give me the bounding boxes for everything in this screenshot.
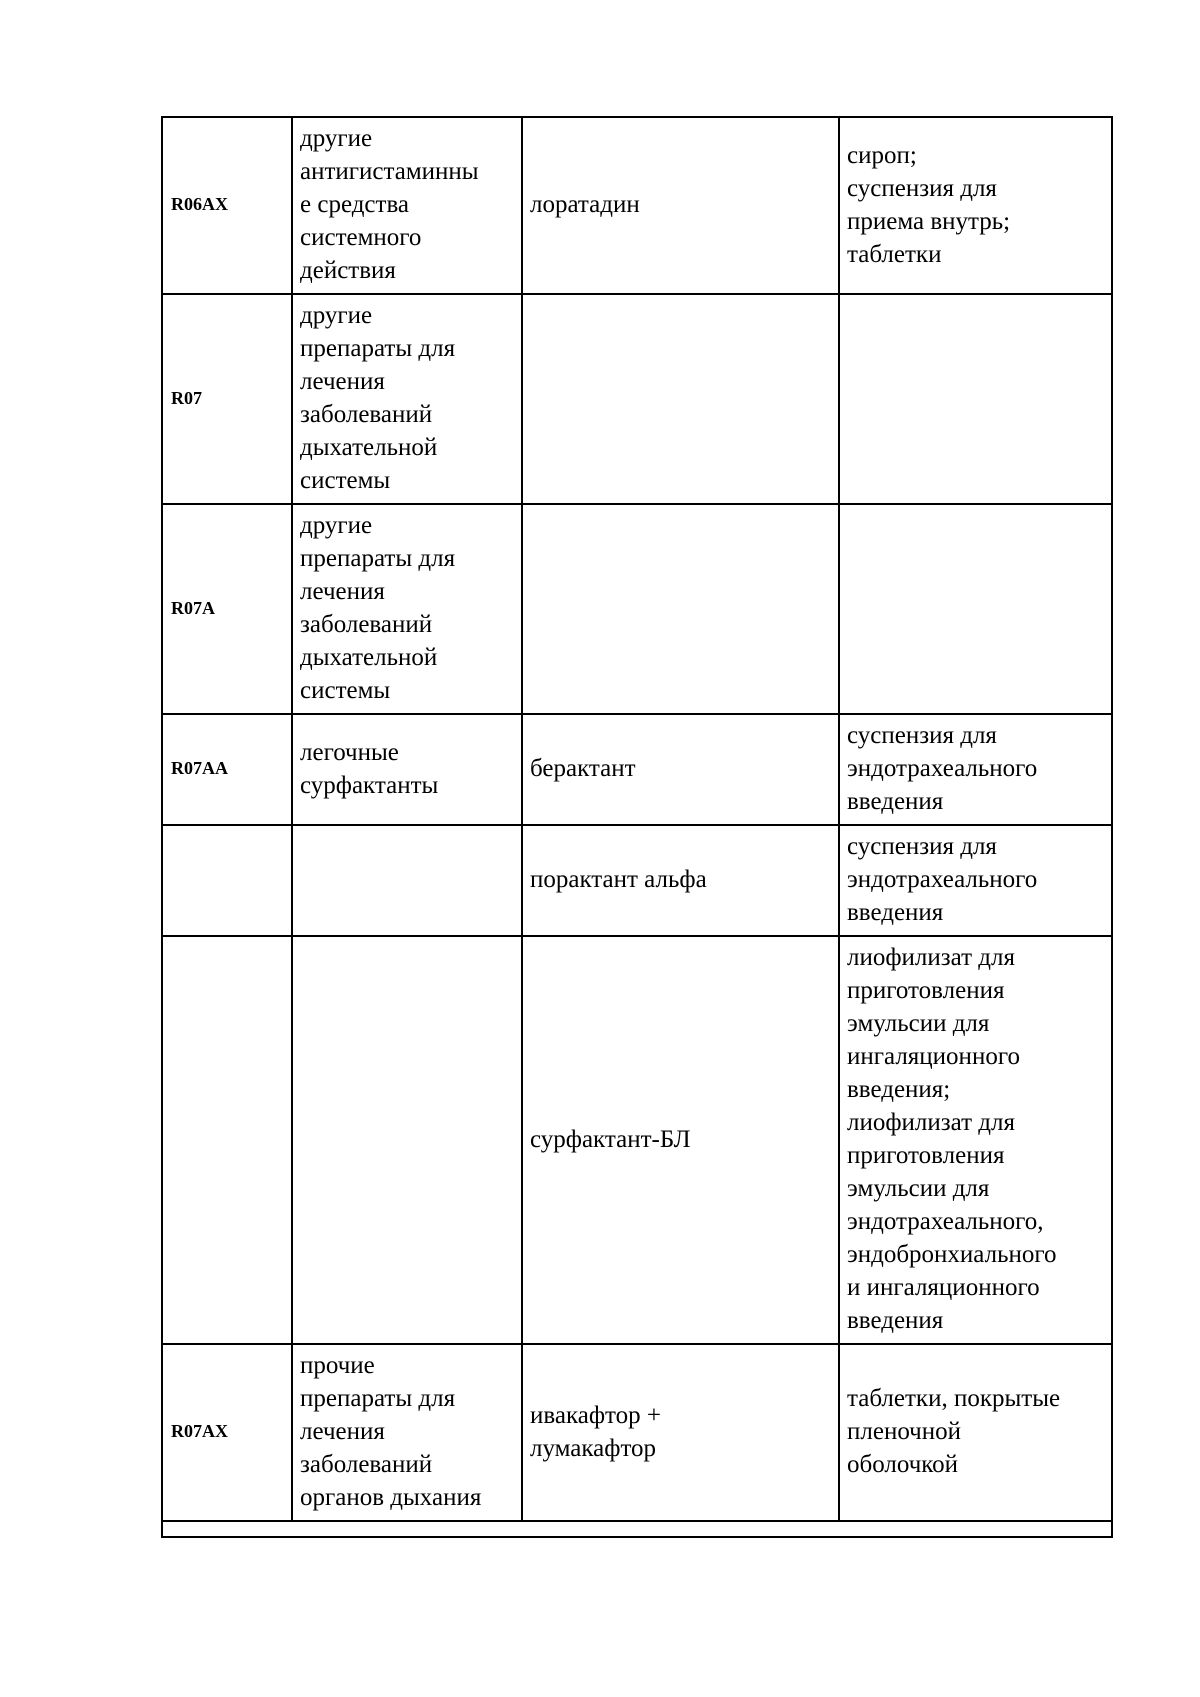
group-name-cell: легочные сурфактанты bbox=[292, 714, 522, 825]
group-name-cell: другие препараты для лечения заболеваний дыхательной системы bbox=[292, 294, 522, 504]
drug-name-cell: сурфактант-БЛ bbox=[522, 936, 839, 1344]
table-continuation-row bbox=[162, 1521, 1112, 1537]
drug-name-cell: берактант bbox=[522, 714, 839, 825]
atc-code-cell bbox=[162, 825, 292, 936]
atc-code-cell: R07AX bbox=[162, 1344, 292, 1521]
drug-classification-table bbox=[161, 116, 1113, 1538]
table-row bbox=[162, 504, 1112, 714]
table-row bbox=[162, 294, 1112, 504]
drug-name-cell: порактант альфа bbox=[522, 825, 839, 936]
table-row bbox=[162, 936, 1112, 1344]
atc-code-cell: R07 bbox=[162, 294, 292, 504]
drug-name-cell: ивакафтор + лумакафтор bbox=[522, 1344, 839, 1521]
drug-name-cell bbox=[522, 294, 839, 504]
table-row bbox=[162, 1344, 1112, 1521]
dosage-form-cell bbox=[839, 504, 1112, 714]
atc-code-cell: R07A bbox=[162, 504, 292, 714]
group-name-cell: прочие препараты для лечения заболеваний органов дыхания bbox=[292, 1344, 522, 1521]
group-name-cell bbox=[292, 825, 522, 936]
dosage-form-cell: сироп; суспензия для приема внутрь; таблетки bbox=[839, 117, 1112, 294]
atc-code-cell bbox=[162, 936, 292, 1344]
dosage-form-cell: таблетки, покрытые пленочной оболочкой bbox=[839, 1344, 1112, 1521]
atc-code-cell: R06AX bbox=[162, 117, 292, 294]
table-row bbox=[162, 117, 1112, 294]
table-row bbox=[162, 714, 1112, 825]
table-row bbox=[162, 825, 1112, 936]
dosage-form-cell: лиофилизат для приготовления эмульсии для ингаляционного введения; лиофилизат для приготовления эмульсии для эндотрахеального, эндобронхиального и ингаляционного введения bbox=[839, 936, 1112, 1344]
dosage-form-cell: суспензия для эндотрахеального введения bbox=[839, 825, 1112, 936]
drug-name-cell bbox=[522, 504, 839, 714]
group-name-cell bbox=[292, 936, 522, 1344]
group-name-cell: другие препараты для лечения заболеваний дыхательной системы bbox=[292, 504, 522, 714]
empty-continuation-cell bbox=[162, 1521, 1112, 1537]
atc-code-cell: R07AA bbox=[162, 714, 292, 825]
dosage-form-cell: суспензия для эндотрахеального введения bbox=[839, 714, 1112, 825]
group-name-cell: другие антигистаминны е средства системного действия bbox=[292, 117, 522, 294]
dosage-form-cell bbox=[839, 294, 1112, 504]
drug-name-cell: лоратадин bbox=[522, 117, 839, 294]
